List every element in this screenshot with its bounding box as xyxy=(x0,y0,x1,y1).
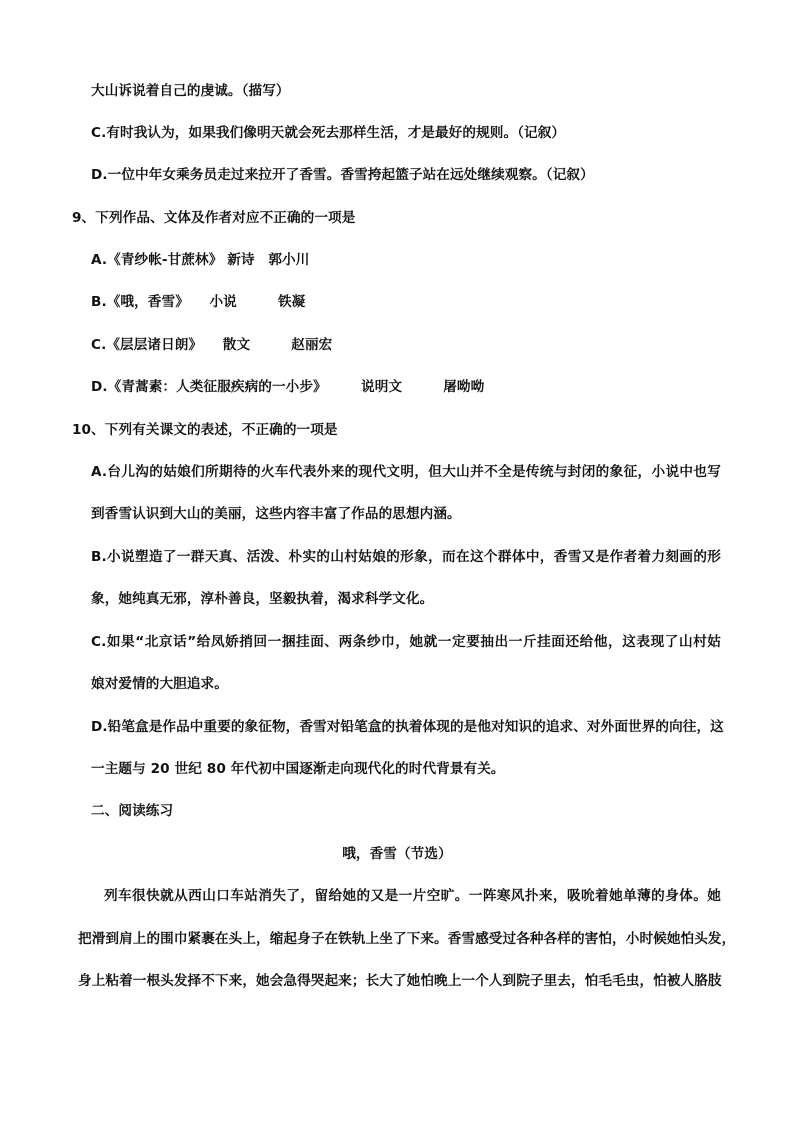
question-10-option-d-line-2: 一主题与 20 世纪 80 年代初中国逐渐走向现代化的时代背景有关。 xyxy=(91,761,505,777)
question-10-option-a-line-1: A.台儿沟的姑娘们所期待的火车代表外来的现代文明，但大山并不全是传统与封闭的象征，小说中也写 xyxy=(91,464,721,480)
question-10-option-b-line-2: 象，她纯真无邪，淳朴善良，坚毅执着，渴求科学文化。 xyxy=(91,591,434,607)
question-9-option-b: B.《哦，香雪》 小说 铁凝 xyxy=(91,294,306,310)
question-10-option-c-line-2: 娘对爱情的大胆追求。 xyxy=(91,676,228,692)
question-10-option-c-line-1: C.如果“北京话”给凤娇捎回一捆挂面、两条纱巾，她就一定要抽出一斤挂面还给他，这表现了山村姑 xyxy=(91,634,721,650)
question-10-option-a-line-2: 到香雪认识到大山的美丽，这些内容丰富了作品的思想内涵。 xyxy=(91,506,461,522)
question-9-option-c: C.《层层诸日朗》 散文 赵丽宏 xyxy=(91,337,333,353)
option-c-line: C.有时我认为，如果我们像明天就会死去那样生活，才是最好的规则。（记叙） xyxy=(91,125,566,141)
text-line-description-tail: 大山诉说着自己的虔诚。（描写） xyxy=(91,83,290,99)
question-10-option-b-line-1: B.小说塑造了一群天真、活泼、朴实的山村姑娘的形象，而在这个群体中，香雪又是作者着力刻画的形 xyxy=(91,549,721,565)
question-9-option-d: D.《青蒿素：人类征服疾病的一小步》 说明文 屠呦呦 xyxy=(91,379,485,395)
question-9-option-a: A.《青纱帐-甘蔗林》 新诗 郭小川 xyxy=(91,252,310,268)
question-10: 10、下列有关课文的表述，不正确的一项是 xyxy=(72,422,338,438)
passage-line-3: 身上粘着一根头发择不下来，她会急得哭起来；长大了她怕晚上一个人到院子里去，怕毛毛虫，怕被人胳肢 xyxy=(78,973,722,989)
section-heading: 二、阅读练习 xyxy=(91,803,174,819)
passage-title: 哦，香雪（节选） xyxy=(342,846,452,862)
option-d-line: D.一位中年女乘务员走过来拉开了香雪。香雪挎起篮子站在远处继续观察。（记叙） xyxy=(91,167,594,183)
passage-line-2: 把滑到肩上的围巾紧裹在头上，缩起身子在铁轨上坐了下来。香雪感受过各种各样的害怕，小时候她怕头发， xyxy=(78,931,736,947)
question-10-option-d-line-1: D.铅笔盒是作品中重要的象征物，香雪对铅笔盒的执着体现的是他对知识的追求、对外面世界的向往，这 xyxy=(91,719,724,735)
passage-line-1: 列车很快就从西山口车站消失了，留给她的又是一片空旷。一阵寒风扑来，吸吮着她单薄的身体。她 xyxy=(104,888,721,904)
question-9: 9、下列作品、文体及作者对应不正确的一项是 xyxy=(72,210,356,226)
